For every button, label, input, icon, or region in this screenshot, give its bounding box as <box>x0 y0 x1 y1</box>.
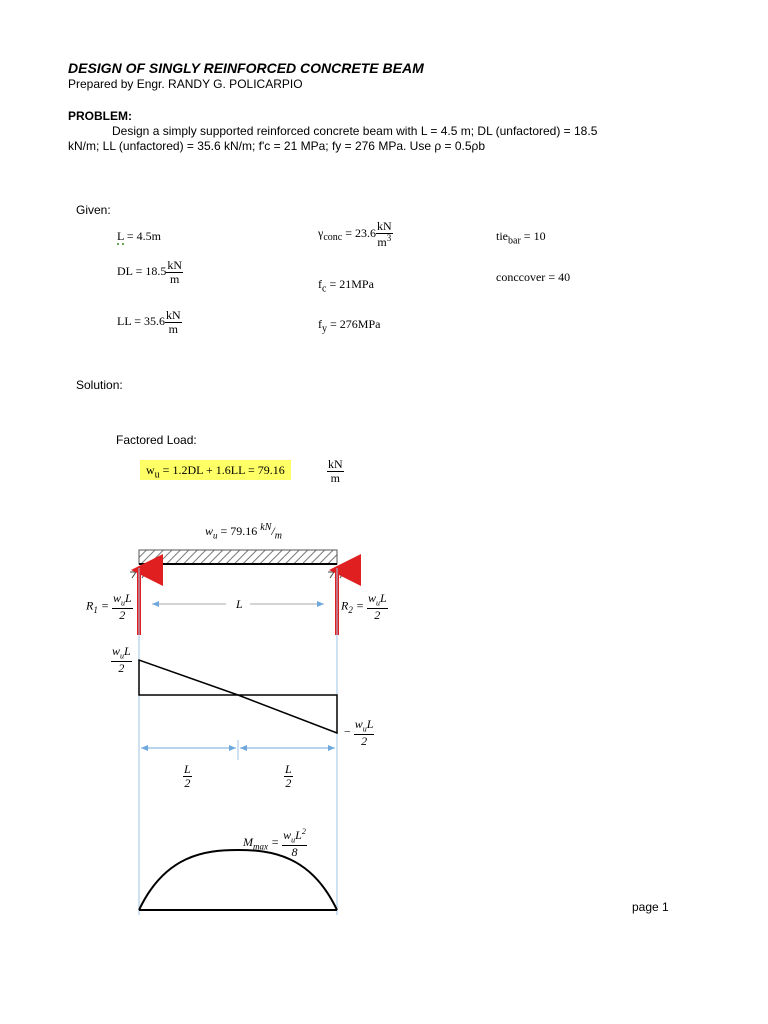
shear-negative <box>238 695 337 733</box>
problem-line-1: Design a simply supported reinforced concrete beam with L = 4.5 m; DL (unfactored) = 18.5 <box>112 124 598 138</box>
page-number: page 1 <box>632 900 669 914</box>
mmax-label: $M_{max}$ = $\frac{w_uL^2}{8}$ <box>243 827 306 859</box>
given-fc: $f_c = 21MPa$ <box>318 277 374 295</box>
solution-label: Solution: <box>76 378 123 392</box>
shear-min-label: − $\frac{w_uL}{2}$ <box>344 717 374 748</box>
shear-positive <box>139 660 238 695</box>
wu-highlight: $w_u = 1.2DL + 1.6LL = 79.16$ <box>140 460 291 480</box>
given-gamma-conc: $\gamma_{conc} = 23.6$ $\frac{kN}{m^3}$ <box>318 219 392 249</box>
given-L: L = 4.5m <box>117 229 162 243</box>
reaction-R1: $R_1$ = $\frac{w_uL}{2}$ <box>86 591 132 622</box>
factored-load-label: Factored Load: <box>116 433 197 447</box>
given-LL: LL = 35.6 $\frac{kN}{m}$ <box>117 308 181 336</box>
given-DL: DL = 18.5 $\frac{kN}{m}$ <box>117 258 183 286</box>
document-title: DESIGN OF SINGLY REINFORCED CONCRETE BEAM <box>68 60 424 76</box>
guide-lines <box>139 568 337 915</box>
distributed-load <box>139 550 337 564</box>
prepared-by: Prepared by Engr. RANDY G. POLICARPIO <box>68 77 303 91</box>
given-label: Given: <box>76 203 111 217</box>
span-label: L <box>236 597 243 611</box>
given-tiebar: tie$_{bar}$ = 10 <box>496 229 546 247</box>
diagram-load-label: $w_u = 79.16$ $^{kN}/_m$ <box>205 522 282 542</box>
problem-heading: PROBLEM: <box>68 109 132 123</box>
given-fy: $f_y = 276MPa$ <box>318 317 381 335</box>
half-span-label-right: $\frac{L}{2}$ <box>285 762 292 790</box>
half-span-label-left: $\frac{L}{2}$ <box>184 762 191 790</box>
reaction-R2: $R_2$ = $\frac{w_uL}{2}$ <box>341 591 387 622</box>
problem-line-2: kN/m; LL (unfactored) = 35.6 kN/m; f'c = 21 MPa; fy = 276 MPa. Use ρ = 0.5ρb <box>68 139 486 153</box>
moment-parabola <box>139 850 337 910</box>
given-conccover: conccover = 40 <box>496 270 571 284</box>
shear-max-label: $\frac{w_uL}{2}$ <box>112 644 131 675</box>
wu-unit: $\frac{kN}{m}$ <box>328 457 343 485</box>
